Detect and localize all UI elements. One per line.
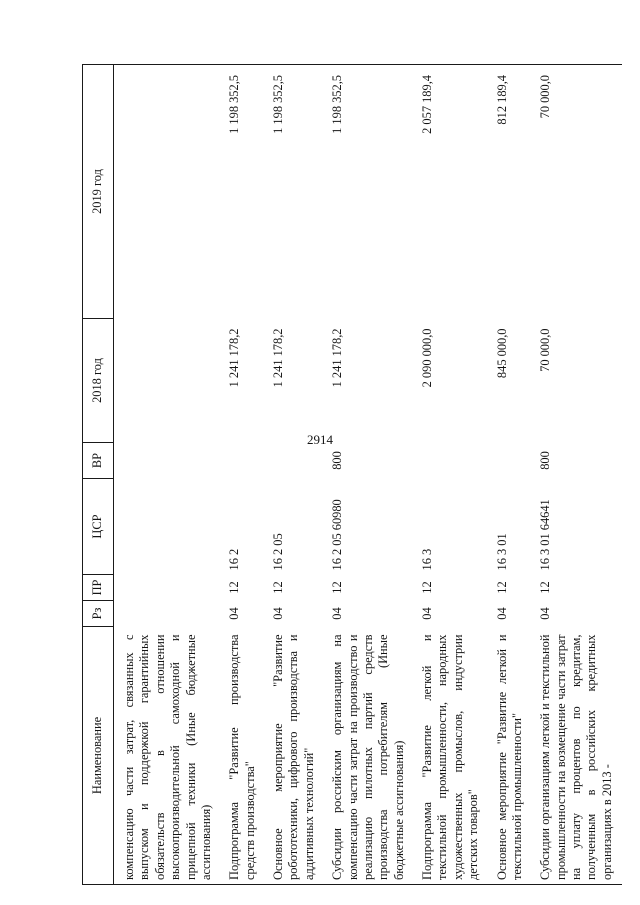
row-pr: 12 [494, 581, 509, 594]
row-name: Подпрограмма "Развитие легкой и текстильной промышленности, народных художественных промыслов, индустрии детских товаров" [414, 627, 489, 885]
row-rz: 04 [330, 607, 345, 620]
table-header-row [83, 65, 114, 885]
row-2018: 1 241 178,2 [271, 328, 285, 388]
row-csr [114, 479, 222, 575]
row-pr: 12 [227, 581, 242, 594]
table-row [414, 65, 489, 885]
header-2019: 2019 год [83, 65, 114, 319]
row-rz: 04 [227, 607, 242, 620]
row-pr: 12 [420, 581, 434, 594]
header-vr: ВР [83, 443, 114, 479]
row-rz: 04 [538, 607, 553, 620]
row-2018 [114, 319, 222, 443]
row-csr: 16 2 05 60980 [330, 499, 345, 571]
header-2018: 2018 год [83, 319, 114, 443]
row-2019: 70 000,0 [532, 65, 622, 319]
row-vr [265, 443, 324, 479]
header-csr: ЦСР [83, 479, 114, 575]
row-2018: 1 241 178,2 [330, 328, 345, 388]
row-vr: 800 [330, 451, 345, 470]
budget-table [82, 64, 622, 885]
row-2018: 1 241 178,2 [227, 328, 242, 388]
row-pr [114, 575, 222, 601]
row-csr: 16 2 [227, 548, 242, 571]
table-row [265, 65, 324, 885]
row-2019 [114, 65, 222, 319]
row-vr [489, 443, 533, 479]
row-rz [114, 601, 222, 627]
row-pr: 12 [538, 581, 553, 594]
row-vr [414, 443, 489, 479]
table-row [324, 65, 414, 885]
row-csr: 16 2 05 [271, 533, 285, 571]
table-row [221, 65, 265, 885]
row-pr: 12 [330, 581, 345, 594]
row-name: компенсацию части затрат, связанных с выпуском и поддержкой гарантийных обязательств в отношении высокопроизводительной самоходной и прицепной техники (Иные бюджетные ассигнования) [114, 627, 222, 885]
row-name: Субсидии организациям легкой и текстильной промышленности на возмещение части затрат на уплату процентов по кредитам, полученным в российских кредитных организациях в 2013 - [532, 627, 622, 885]
row-2018: 845 000,0 [494, 328, 509, 379]
row-name: Субсидии российским организациям на компенсацию части затрат на производство и реализацию пилотных партий средств производства потребителям (Иные бюджетные ассигнования) [324, 627, 414, 885]
row-2018: 2 090 000,0 [420, 328, 434, 388]
header-name: Наименование [83, 627, 114, 885]
row-rz: 04 [494, 607, 509, 620]
row-name: Подпрограмма "Развитие производства средств производства" [221, 627, 265, 885]
row-name: Основное мероприятие "Развитие легкой и текстильной промышленности" [489, 627, 533, 885]
row-2019: 1 198 352,5 [265, 65, 324, 319]
row-rz: 04 [271, 607, 285, 620]
budget-table-sheet [82, 65, 614, 885]
row-csr: 16 3 [420, 548, 434, 571]
row-2019: 1 198 352,5 [324, 65, 414, 319]
header-pr: ПР [83, 575, 114, 601]
page-number: 2914 [307, 432, 333, 447]
header-rz: Рз [83, 601, 114, 627]
row-vr [114, 443, 222, 479]
row-2019: 2 057 189,4 [414, 65, 489, 319]
row-2019: 1 198 352,5 [221, 65, 265, 319]
row-name: Основное мероприятие "Развитие робототехники, цифрового производства и аддитивных технологий" [265, 627, 324, 885]
row-vr: 800 [538, 451, 553, 470]
table-row [532, 65, 622, 885]
row-2018: 70 000,0 [538, 328, 553, 372]
row-2019: 812 189,4 [489, 65, 533, 319]
table-row [489, 65, 533, 885]
row-csr: 16 3 01 [494, 533, 509, 571]
row-csr: 16 3 01 64641 [538, 499, 553, 571]
row-pr: 12 [271, 581, 285, 594]
row-rz: 04 [420, 607, 434, 620]
table-row [114, 65, 222, 885]
row-vr [221, 443, 265, 479]
